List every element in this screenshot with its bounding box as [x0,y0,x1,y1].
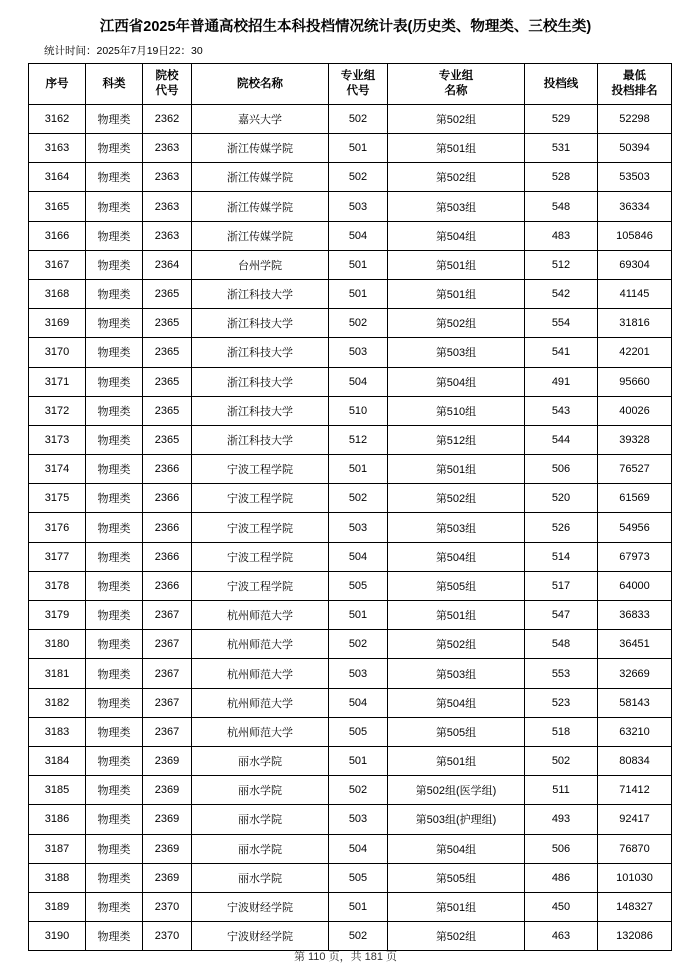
cell-school-name: 宁波工程学院 [192,455,329,484]
cell-major-code: 501 [329,279,388,308]
cell-major-code: 501 [329,746,388,775]
cell-rank: 61569 [598,484,672,513]
header-rank-line2: 投档排名 [611,84,658,97]
header-school-code [143,63,192,104]
cell-score: 450 [525,892,598,921]
cell-school-code: 2369 [143,805,192,834]
cell-score: 542 [525,279,598,308]
table-header [29,63,672,104]
cell-school-name: 台州学院 [192,250,329,279]
cell-seq: 3171 [29,367,86,396]
cell-major-name: 第502组(医学组) [388,776,525,805]
cell-seq: 3186 [29,805,86,834]
cell-category: 物理类 [86,484,143,513]
header-major-name-line1: 专业组 [438,70,474,83]
cell-major-code: 505 [329,571,388,600]
cell-category: 物理类 [86,776,143,805]
cell-score: 543 [525,396,598,425]
cell-major-name: 第503组 [388,513,525,542]
table-row [29,221,672,250]
cell-school-code: 2370 [143,922,192,951]
cell-score: 506 [525,455,598,484]
cell-school-name: 浙江科技大学 [192,309,329,338]
cell-major-code: 504 [329,688,388,717]
cell-major-code: 504 [329,367,388,396]
cell-score: 491 [525,367,598,396]
cell-category: 物理类 [86,542,143,571]
cell-major-name: 第501组 [388,134,525,163]
cell-school-name: 浙江科技大学 [192,425,329,454]
cell-seq: 3182 [29,688,86,717]
cell-score: 547 [525,601,598,630]
table-row [29,834,672,863]
cell-category: 物理类 [86,338,143,367]
cell-score: 506 [525,834,598,863]
cell-category: 物理类 [86,309,143,338]
table-row [29,746,672,775]
cell-seq: 3165 [29,192,86,221]
cell-school-name: 宁波工程学院 [192,571,329,600]
cell-major-code: 505 [329,863,388,892]
cell-score: 502 [525,746,598,775]
cell-major-code: 502 [329,484,388,513]
cell-major-name: 第505组 [388,571,525,600]
cell-score: 523 [525,688,598,717]
cell-seq: 3172 [29,396,86,425]
cell-rank: 31816 [598,309,672,338]
cell-rank: 67973 [598,542,672,571]
cell-school-name: 浙江传媒学院 [192,192,329,221]
cell-major-code: 501 [329,892,388,921]
cell-rank: 50394 [598,134,672,163]
cell-school-code: 2366 [143,513,192,542]
cell-school-name: 丽水学院 [192,863,329,892]
header-major-name [388,63,525,104]
cell-major-name: 第501组 [388,250,525,279]
cell-major-code: 501 [329,134,388,163]
cell-major-name: 第504组 [388,834,525,863]
cell-major-code: 502 [329,309,388,338]
cell-category: 物理类 [86,922,143,951]
cell-major-code: 503 [329,659,388,688]
cell-rank: 71412 [598,776,672,805]
header-school-code-line2: 代号 [155,84,179,97]
cell-rank: 53503 [598,163,672,192]
cell-category: 物理类 [86,659,143,688]
cell-school-code: 2366 [143,571,192,600]
cell-major-name: 第501组 [388,455,525,484]
cell-seq: 3188 [29,863,86,892]
cell-rank: 76527 [598,455,672,484]
cell-category: 物理类 [86,688,143,717]
cell-rank: 36451 [598,630,672,659]
cell-rank: 36334 [598,192,672,221]
cell-category: 物理类 [86,279,143,308]
cell-seq: 3179 [29,601,86,630]
cell-major-name: 第502组 [388,309,525,338]
cell-category: 物理类 [86,396,143,425]
cell-school-code: 2363 [143,163,192,192]
cell-major-name: 第502组 [388,104,525,133]
cell-score: 554 [525,309,598,338]
cell-score: 520 [525,484,598,513]
cell-school-code: 2366 [143,542,192,571]
cell-category: 物理类 [86,863,143,892]
cell-seq: 3177 [29,542,86,571]
cell-school-name: 浙江科技大学 [192,396,329,425]
cell-major-name: 第504组 [388,367,525,396]
cell-seq: 3164 [29,163,86,192]
cell-school-code: 2369 [143,834,192,863]
cell-seq: 3173 [29,425,86,454]
header-seq: 序号 [29,63,86,104]
cell-score: 493 [525,805,598,834]
cell-rank: 39328 [598,425,672,454]
cell-school-code: 2370 [143,892,192,921]
cell-category: 物理类 [86,834,143,863]
cell-category: 物理类 [86,455,143,484]
cell-major-name: 第503组 [388,659,525,688]
header-major-code-line2: 代号 [346,84,370,97]
cell-major-code: 505 [329,717,388,746]
cell-seq: 3163 [29,134,86,163]
cell-major-code: 502 [329,630,388,659]
cell-major-code: 503 [329,513,388,542]
cell-school-name: 宁波工程学院 [192,542,329,571]
cell-school-code: 2369 [143,863,192,892]
cell-score: 511 [525,776,598,805]
cell-category: 物理类 [86,805,143,834]
cell-school-name: 浙江科技大学 [192,367,329,396]
cell-major-name: 第504组 [388,221,525,250]
table-row [29,571,672,600]
cell-school-name: 杭州师范大学 [192,659,329,688]
cell-rank: 54956 [598,513,672,542]
cell-seq: 3183 [29,717,86,746]
cell-major-name: 第502组 [388,630,525,659]
table-row [29,338,672,367]
cell-school-code: 2367 [143,717,192,746]
cell-school-name: 浙江科技大学 [192,338,329,367]
cell-score: 483 [525,221,598,250]
cell-seq: 3185 [29,776,86,805]
cell-major-code: 501 [329,601,388,630]
cell-major-code: 504 [329,834,388,863]
cell-score: 512 [525,250,598,279]
cell-school-name: 丽水学院 [192,805,329,834]
cell-seq: 3178 [29,571,86,600]
table-row [29,922,672,951]
table-row [29,134,672,163]
cell-school-name: 宁波财经学院 [192,892,329,921]
cell-rank: 76870 [598,834,672,863]
header-major-code [329,63,388,104]
header-category: 科类 [86,63,143,104]
cell-seq: 3167 [29,250,86,279]
cell-major-name: 第505组 [388,863,525,892]
cell-major-name: 第501组 [388,279,525,308]
table-row [29,192,672,221]
cell-school-code: 2365 [143,279,192,308]
cell-category: 物理类 [86,250,143,279]
cell-major-code: 502 [329,104,388,133]
cell-score: 553 [525,659,598,688]
cell-rank: 105846 [598,221,672,250]
cell-school-code: 2365 [143,425,192,454]
cell-seq: 3175 [29,484,86,513]
cell-score: 518 [525,717,598,746]
cell-score: 548 [525,192,598,221]
cell-school-name: 丽水学院 [192,776,329,805]
cell-seq: 3170 [29,338,86,367]
cell-seq: 3176 [29,513,86,542]
header-school-code-line1: 院校 [155,70,179,83]
table-row [29,892,672,921]
cell-major-code: 504 [329,221,388,250]
table-header-row [29,63,672,104]
cell-school-code: 2365 [143,338,192,367]
table-row [29,688,672,717]
cell-school-code: 2366 [143,484,192,513]
cell-score: 541 [525,338,598,367]
cell-school-name: 浙江传媒学院 [192,163,329,192]
table-row [29,601,672,630]
table-row [29,717,672,746]
cell-major-name: 第504组 [388,688,525,717]
cell-category: 物理类 [86,163,143,192]
cell-major-name: 第504组 [388,542,525,571]
cell-major-name: 第501组 [388,601,525,630]
cell-school-name: 宁波财经学院 [192,922,329,951]
cell-category: 物理类 [86,601,143,630]
cell-seq: 3181 [29,659,86,688]
cell-school-code: 2367 [143,659,192,688]
cell-seq: 3190 [29,922,86,951]
cell-rank: 63210 [598,717,672,746]
cell-category: 物理类 [86,513,143,542]
table-row [29,805,672,834]
cell-major-name: 第501组 [388,746,525,775]
cell-school-code: 2365 [143,309,192,338]
cell-category: 物理类 [86,425,143,454]
cell-school-name: 嘉兴大学 [192,104,329,133]
table-row [29,484,672,513]
cell-rank: 41145 [598,279,672,308]
cell-seq: 3180 [29,630,86,659]
table-row [29,630,672,659]
cell-score: 517 [525,571,598,600]
cell-school-name: 杭州师范大学 [192,717,329,746]
cell-major-name: 第512组 [388,425,525,454]
header-rank-line1: 最低 [623,70,646,83]
cell-major-name: 第503组 [388,338,525,367]
cell-school-name: 杭州师范大学 [192,630,329,659]
table-body [29,104,672,950]
page-title: 江西省2025年普通高校招生本科投档情况统计表(历史类、物理类、三校生类) [99,19,592,35]
cell-school-name: 杭州师范大学 [192,688,329,717]
admission-table [28,63,672,951]
cell-score: 544 [525,425,598,454]
cell-score: 531 [525,134,598,163]
cell-major-code: 503 [329,805,388,834]
cell-school-code: 2366 [143,455,192,484]
header-school-name: 院校名称 [192,63,329,104]
cell-major-name: 第503组 [388,192,525,221]
cell-rank: 132086 [598,922,672,951]
table-row [29,396,672,425]
cell-rank: 101030 [598,863,672,892]
cell-major-code: 503 [329,192,388,221]
cell-major-code: 512 [329,425,388,454]
cell-major-name: 第501组 [388,892,525,921]
table-row [29,863,672,892]
cell-major-code: 510 [329,396,388,425]
table-row [29,659,672,688]
cell-rank: 64000 [598,571,672,600]
statistics-time: 统计时间：2025年7月19日22：30 [44,44,203,57]
header-major-name-line2: 名称 [444,84,468,97]
cell-score: 528 [525,163,598,192]
cell-rank: 32669 [598,659,672,688]
cell-school-name: 浙江传媒学院 [192,221,329,250]
cell-school-name: 浙江科技大学 [192,279,329,308]
cell-school-code: 2365 [143,396,192,425]
cell-seq: 3184 [29,746,86,775]
cell-school-code: 2362 [143,104,192,133]
cell-rank: 95660 [598,367,672,396]
cell-score: 463 [525,922,598,951]
cell-rank: 92417 [598,805,672,834]
cell-category: 物理类 [86,717,143,746]
cell-school-code: 2369 [143,776,192,805]
page-footer: 第 110 页，共 181 页 [293,951,398,963]
table-row [29,309,672,338]
cell-rank: 40026 [598,396,672,425]
cell-score: 529 [525,104,598,133]
table-row [29,367,672,396]
header-score-line: 投档线 [525,63,598,104]
header-major-code-line1: 专业组 [340,70,376,83]
cell-school-code: 2367 [143,601,192,630]
cell-school-name: 宁波工程学院 [192,484,329,513]
cell-rank: 36833 [598,601,672,630]
cell-school-name: 杭州师范大学 [192,601,329,630]
cell-category: 物理类 [86,892,143,921]
cell-school-code: 2363 [143,221,192,250]
cell-school-name: 浙江传媒学院 [192,134,329,163]
table-row [29,776,672,805]
cell-school-code: 2363 [143,192,192,221]
cell-major-code: 502 [329,922,388,951]
cell-category: 物理类 [86,571,143,600]
cell-school-code: 2369 [143,746,192,775]
cell-rank: 80834 [598,746,672,775]
cell-major-name: 第503组(护理组) [388,805,525,834]
cell-seq: 3187 [29,834,86,863]
cell-score: 514 [525,542,598,571]
cell-major-code: 502 [329,163,388,192]
table-row [29,279,672,308]
header-rank [598,63,672,104]
cell-seq: 3169 [29,309,86,338]
cell-school-name: 宁波工程学院 [192,513,329,542]
cell-major-code: 503 [329,338,388,367]
cell-school-code: 2367 [143,688,192,717]
table-row [29,542,672,571]
table-row [29,455,672,484]
cell-score: 548 [525,630,598,659]
cell-category: 物理类 [86,746,143,775]
cell-seq: 3166 [29,221,86,250]
cell-score: 526 [525,513,598,542]
cell-rank: 52298 [598,104,672,133]
cell-school-code: 2363 [143,134,192,163]
cell-school-code: 2365 [143,367,192,396]
cell-seq: 3174 [29,455,86,484]
cell-major-code: 501 [329,250,388,279]
cell-school-code: 2364 [143,250,192,279]
cell-school-name: 丽水学院 [192,834,329,863]
table-row [29,425,672,454]
cell-major-name: 第502组 [388,922,525,951]
cell-seq: 3162 [29,104,86,133]
cell-major-name: 第505组 [388,717,525,746]
table-row [29,250,672,279]
cell-category: 物理类 [86,192,143,221]
cell-seq: 3168 [29,279,86,308]
cell-category: 物理类 [86,134,143,163]
cell-category: 物理类 [86,104,143,133]
table-row [29,513,672,542]
cell-category: 物理类 [86,630,143,659]
cell-school-code: 2367 [143,630,192,659]
table-row [29,104,672,133]
cell-rank: 148327 [598,892,672,921]
cell-category: 物理类 [86,367,143,396]
cell-major-code: 504 [329,542,388,571]
cell-major-code: 501 [329,455,388,484]
cell-major-name: 第510组 [388,396,525,425]
cell-seq: 3189 [29,892,86,921]
table-row [29,163,672,192]
cell-category: 物理类 [86,221,143,250]
cell-rank: 69304 [598,250,672,279]
cell-school-name: 丽水学院 [192,746,329,775]
cell-major-name: 第502组 [388,163,525,192]
cell-major-name: 第502组 [388,484,525,513]
cell-rank: 58143 [598,688,672,717]
cell-score: 486 [525,863,598,892]
cell-rank: 42201 [598,338,672,367]
cell-major-code: 502 [329,776,388,805]
